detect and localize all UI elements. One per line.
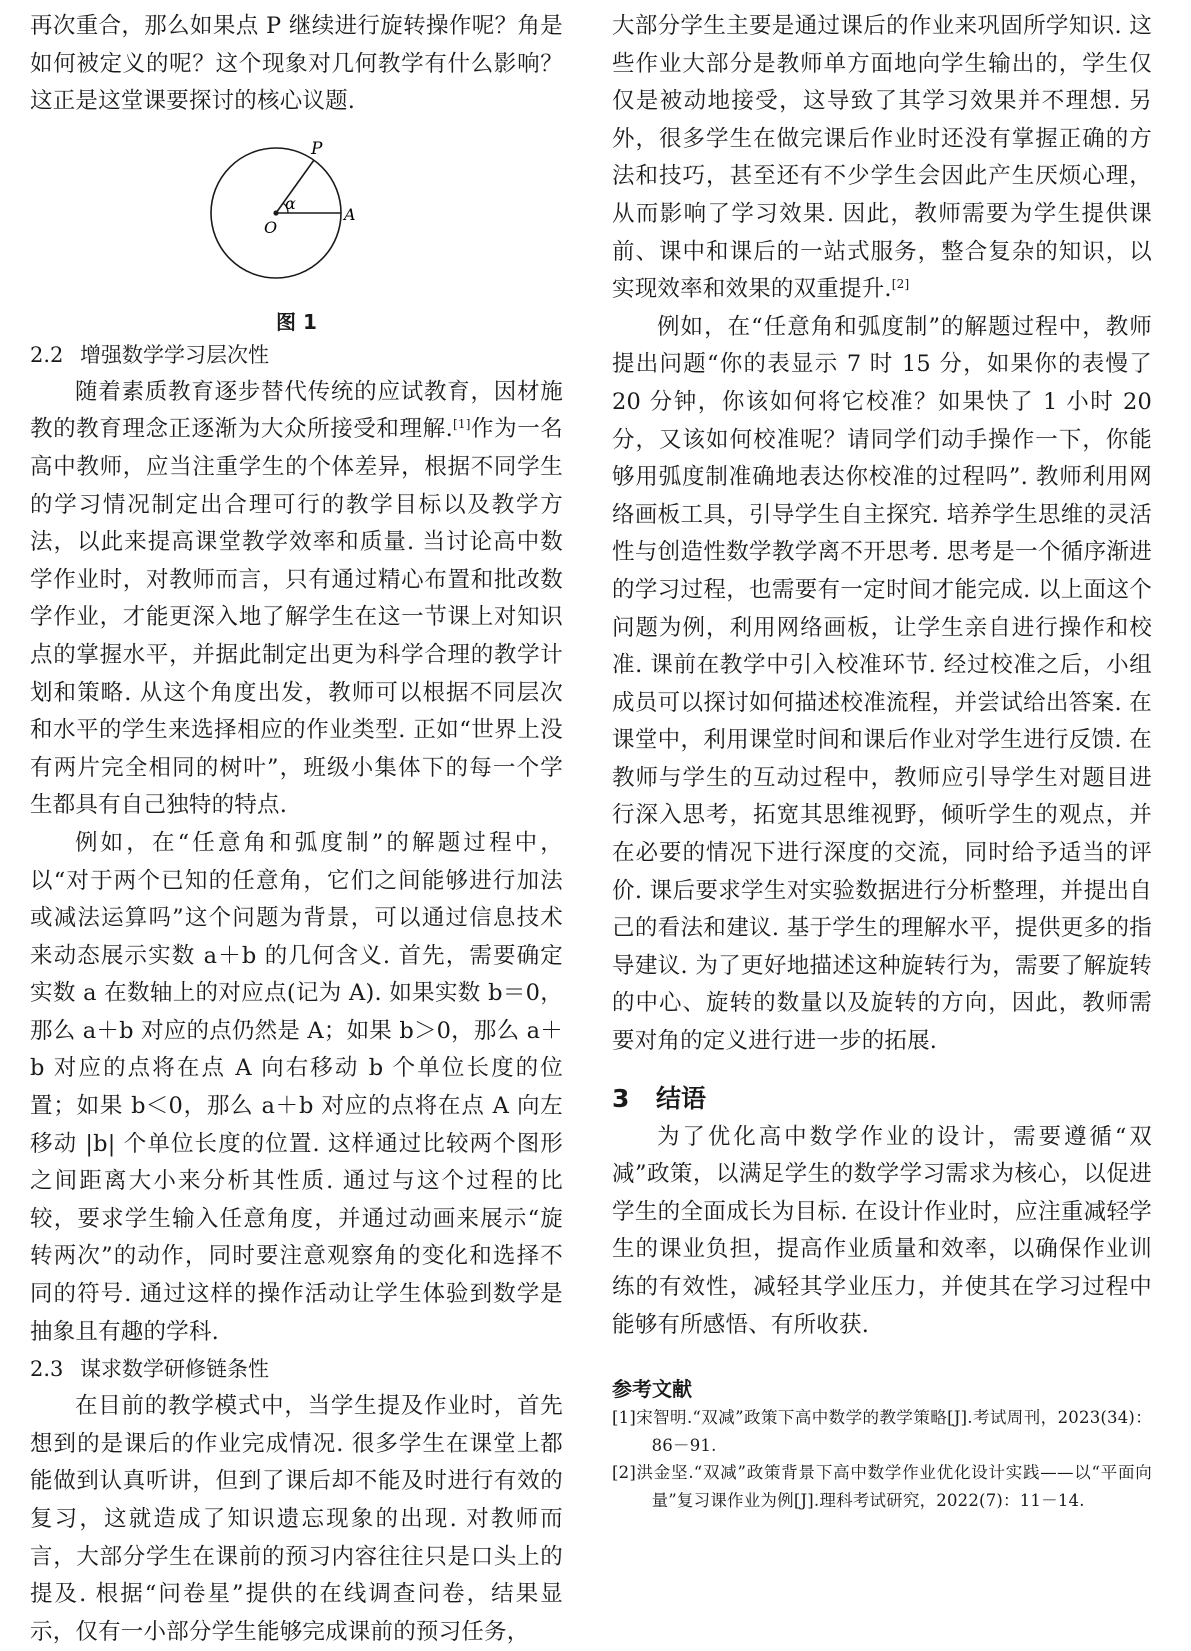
figure-1 — [30, 125, 563, 307]
label-a: A — [344, 204, 356, 224]
section-title: 谋求数学研修链条性 — [80, 1357, 269, 1382]
section-2-2-paragraph-2: 例如，在“任意角和弧度制”的解题过程中，以“对于两个已知的任意角，它们之间能够进行加法或减法运算吗”这个问题为背景，可以通过信息技术来动态展示实数 a＋b 的几何含义. 首先，需要确定实数 a 在数轴上的对应点(记为 A). 如果实数 b＝0，那么 a＋b 对应的点仍然是 A；如果 b＞0，那么 a＋b 对应的点将在点 A 向右移动 b 个单位长度的位置；如果 b＜0，那么 a＋b 对应的点将在点 A 向左移动 |b| 个单位长度的位置. 这样通过比较两个图形之间距离大小来分析其性质. 通过与这个过程的比较，要求学生输入任意角度，并通过动画来展示“旋转两次”的动作，同时要注意观察角的变化和选择不同的符号. 通过这样的操作活动让学生体验到数学是抽象且有趣的学科. — [30, 829, 563, 1345]
citation-1: [1] — [453, 417, 471, 432]
section-2-3-paragraph-1: 在目前的教学模式中，当学生提及作业时，首先想到的是课后的作业完成情况. 很多学生在课堂上都能做到认真听讲，但到了课后却不能及时进行有效的复习，这就造成了知识遗忘现象的出现. 对教师而言，大部分学生在课前的预习内容往往只是口头上的提及. 根据“问卷星”提供的在线调查问卷，结果显示，仅有一小部分学生能够完成课前的预习任务， — [30, 1393, 563, 1645]
para-text: 大部分学生主要是通过课后的作业来巩固所学知识. 这些作业大部分是教师单方面地向学生输出的，学生仅仅是被动地接受，这导致了其学习效果并不理想. 另外，很多学生在做完课后作业时还没有掌握正确的方法和技巧，甚至还有不少学生会因此产生厌烦心理，从而影响了学习效果. 因此，教师需要为学生提供课前、课中和课后的一站式服务，整合复杂的知识，以实现效率和效果的双重提升. — [612, 13, 1152, 303]
conclusion-paragraph: 为了优化高中数学作业的设计，需要遵循“双减”政策，以满足学生的数学学习需求为核心，以促进学生的全面成长为目标. 在设计作业时，应注重减轻学生的课业负担，提高作业质量和效率，以确保作业训练的有效性，减轻其学业压力，并使其在学习过程中能够有所感悟、有所收获. — [612, 1123, 1152, 1338]
circle-diagram — [30, 125, 563, 307]
section-title: 结语 — [656, 1083, 707, 1113]
left-column — [30, 8, 563, 1651]
section-3-heading — [612, 1079, 1152, 1119]
para-text: 随着素质教育逐步替代传统的应试教育，因材施教的教育理念正逐渐为大众所接受和理解. — [30, 378, 563, 443]
section-number: 2.3 — [30, 1357, 64, 1382]
section-number: 3 — [612, 1083, 630, 1113]
continued-paragraph — [612, 8, 1152, 309]
para-text: 作为一名高中教师，应当注重学生的个体差异，根据不同学生的学习情况制定出合理可行的教学目标以及教学方法，以此来提高课堂教学效率和质量. 当讨论高中数学作业时，对教师而言，只有通过精心布置和批改数学作业，才能更深入地了解学生在这一节课上对知识点的掌握水平，并据此制定出更为科学合理的教学计划和策略. 从这个角度出发，教师可以根据不同层次和水平的学生来选择相应的作业类型. 正如“世界上没有两片完全相同的树叶”，班级小集体下的每一个学生都具有自己独特的特点. — [30, 416, 563, 819]
example-paragraph: 例如，在“任意角和弧度制”的解题过程中，教师提出问题“你的表显示 7 时 15 分，如果你的表慢了 20 分钟，你该如何将它校准？如果快了 1 小时 20 分，又该如何校准呢？请同学们动手操作一下，你能够用弧度制准确地表达你校准的过程吗”. 教师利用网络画板工具，引导学生自主探究. 培养学生思维的灵活性与创造性数学教学离不开思考. 思考是一个循序渐进的学习过程，也需要有一定时间才能完成. 以上面这个问题为例，利用网络画板，让学生亲自进行操作和校准. 课前在教学中引入校准环节. 经过校准之后，小组成员可以探讨如何描述校准流程，并尝试给出答案. 在课堂中，利用课堂时间和课后作业对学生进行反馈. 在教师与学生的互动过程中，教师应引导学生对题目进行深入思考，拓宽其思维视野，倾听学生的观点，并在必要的情况下进行深度的交流，同时给予适当的评价. 课后要求学生对实验数据进行分析整理，并提出自己的看法和建议. 基于学生的理解水平，提供更多的指导建议. 为了更好地描述这种旋转行为，需要了解旋转的中心、旋转的数量以及旋转的方向，因此，教师需要对角的定义进行进一步的拓展. — [612, 313, 1152, 1055]
section-2-2-paragraph-1 — [30, 374, 563, 825]
center-point — [273, 210, 278, 215]
section-2-2-heading — [30, 337, 563, 374]
citation-2: [2] — [891, 277, 910, 292]
label-alpha: α — [285, 193, 296, 213]
reference-item: [1]宋智明.“双减”政策下高中数学的教学策略[J].考试周刊，2023(34)：86－91. — [612, 1408, 1152, 1455]
references-title: 参考文献 — [612, 1377, 692, 1402]
label-o: O — [264, 217, 278, 237]
section-number: 2.2 — [30, 342, 64, 367]
references-list — [612, 1404, 1152, 1514]
section-title: 增强数学学习层次性 — [80, 342, 269, 367]
reference-item: [2]洪金坚.“双减”政策背景下高中数学作业优化设计实践——以“平面向量”复习课作业为例[J].理科考试研究，2022(7)：11－14. — [612, 1463, 1152, 1510]
section-2-3-heading — [30, 1351, 563, 1388]
intro-paragraph: 再次重合，那么如果点 P 继续进行旋转操作呢？角是如何被定义的呢？这个现象对几何教学有什么影响？这正是这堂课要探讨的核心议题. — [30, 13, 563, 115]
figure-caption: 图 1 — [276, 309, 317, 334]
right-column — [612, 8, 1152, 1514]
label-p: P — [311, 138, 323, 159]
